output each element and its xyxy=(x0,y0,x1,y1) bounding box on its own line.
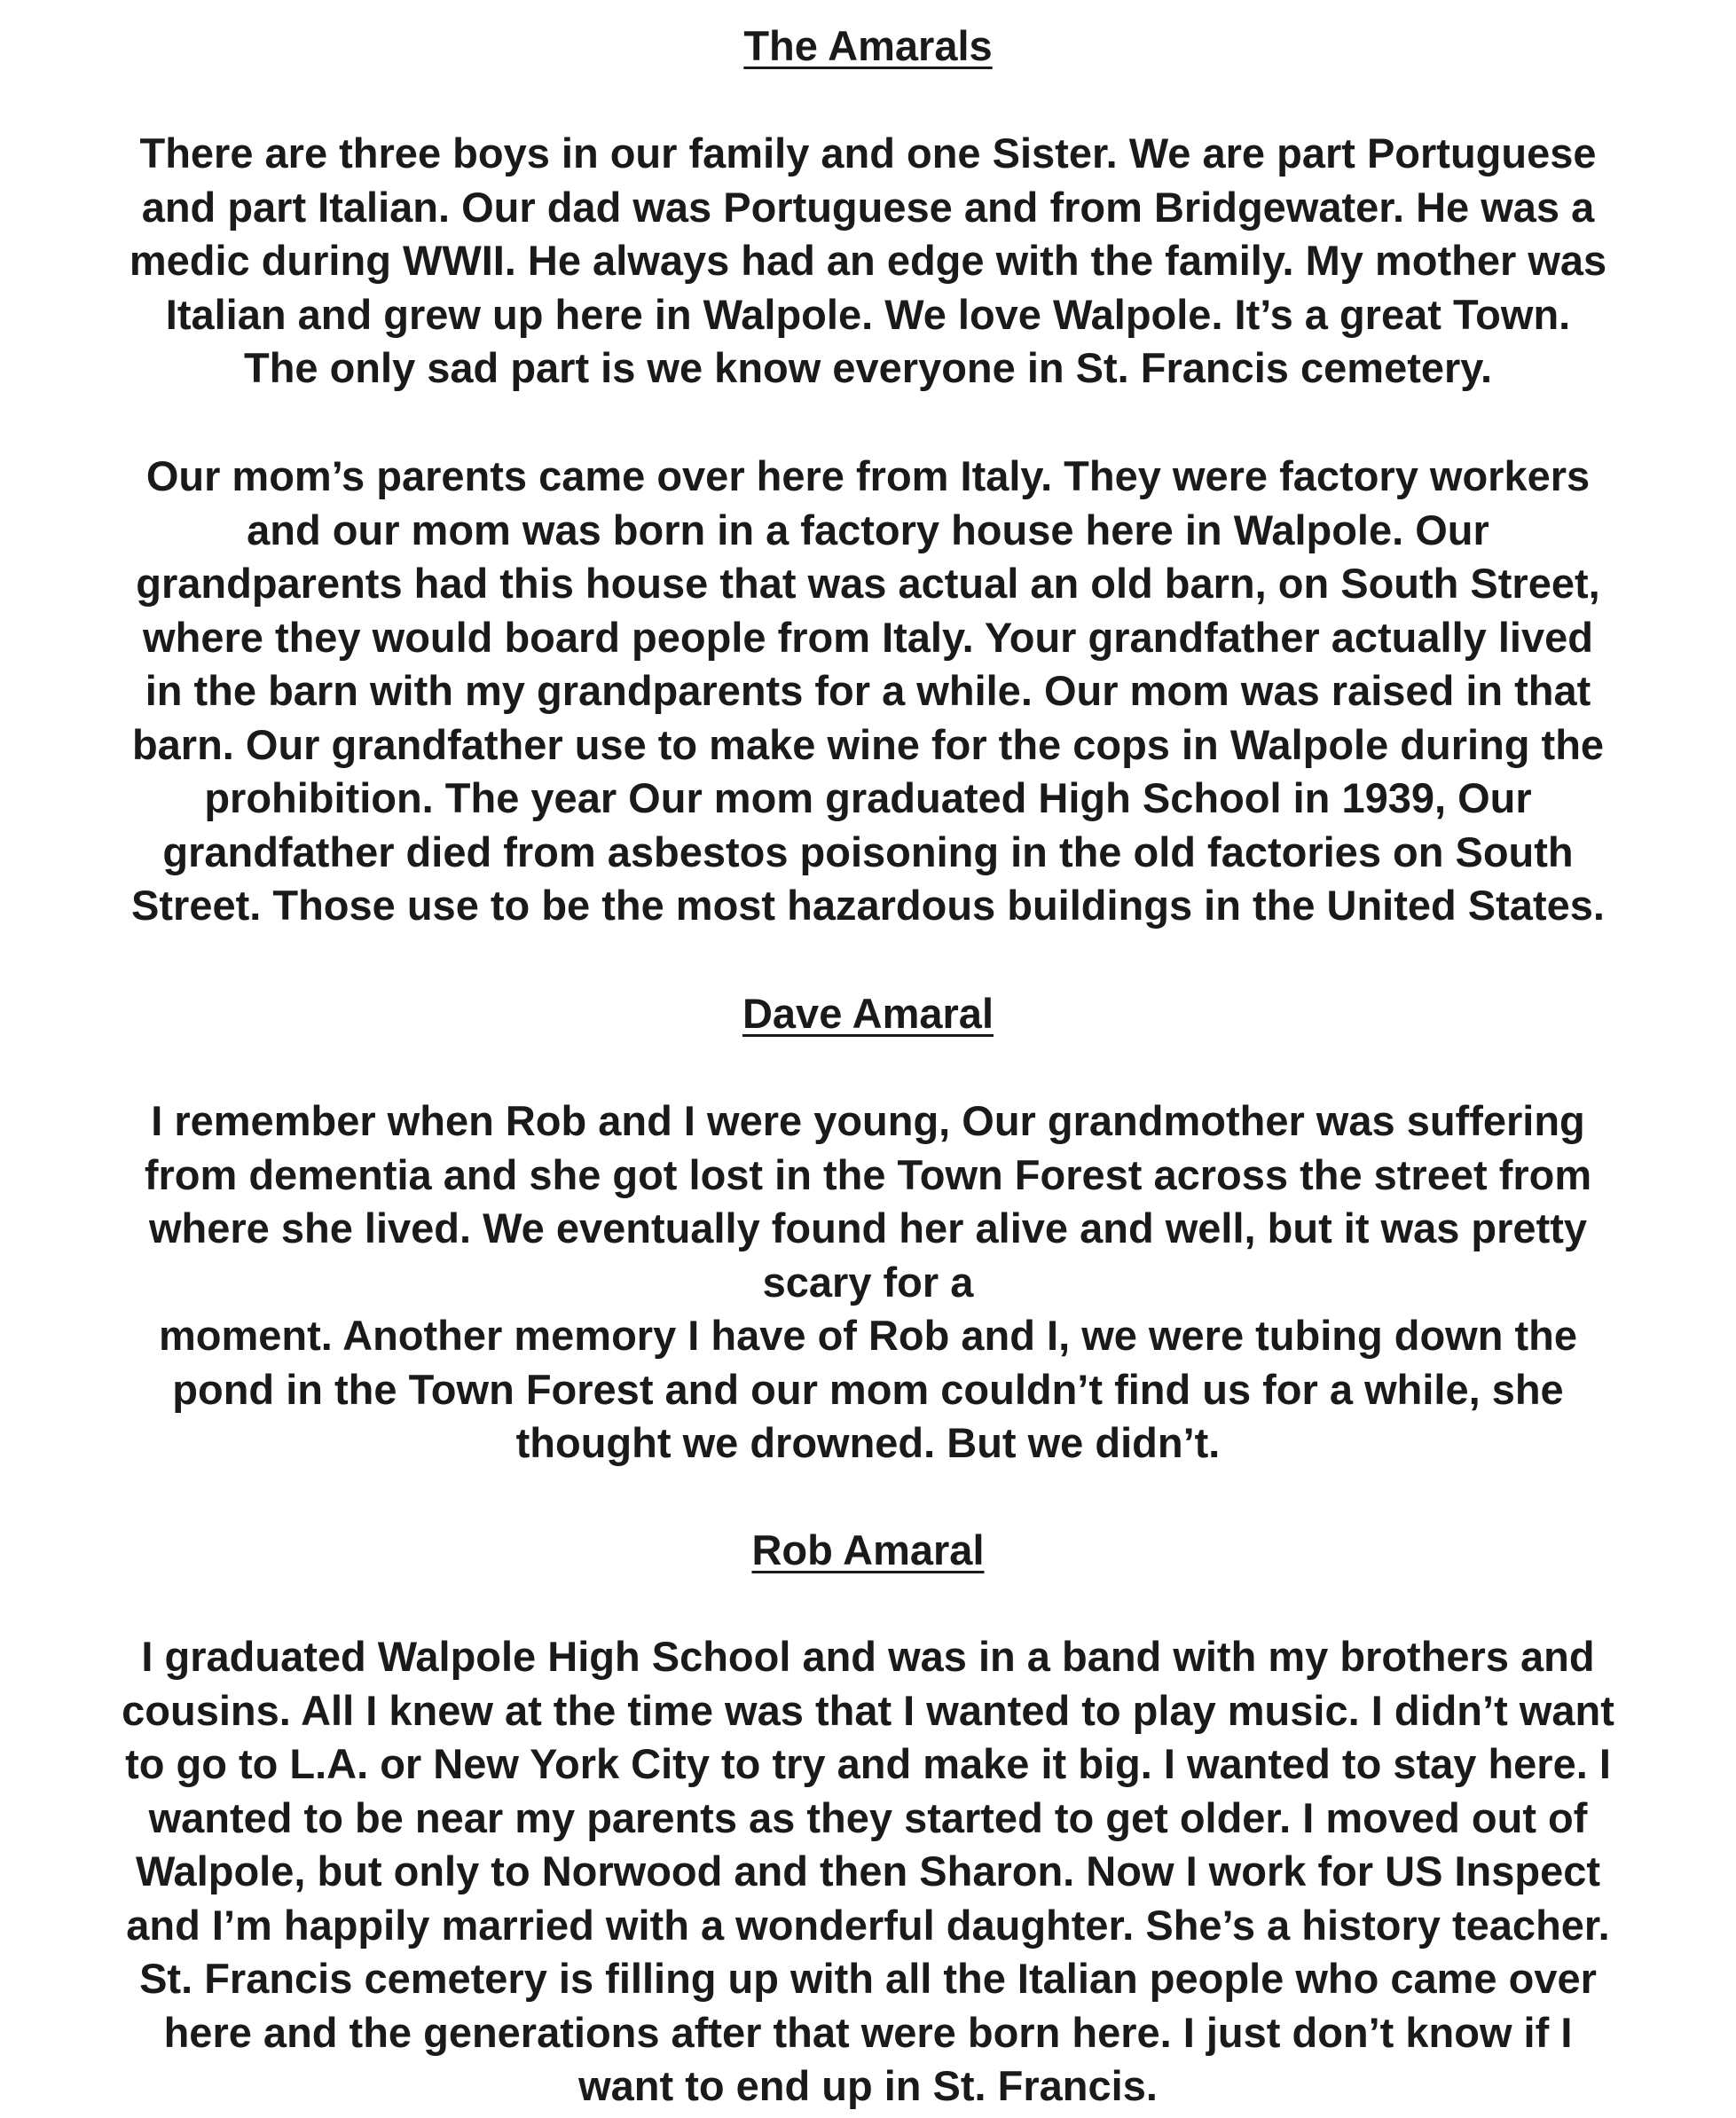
text-line: St. Francis cemetery is filling up with all the Italian people who came over xyxy=(139,1955,1597,2002)
document-title: The Amarals xyxy=(743,22,993,69)
text-line: cousins. All I knew at the time was that I wanted to play music. I didn’t want xyxy=(122,1686,1614,1734)
text-line: here and the generations after that were born here. I just don’t know if I xyxy=(163,2008,1573,2056)
text-line: grandfather died from asbestos poisoning in the old factories on South xyxy=(162,828,1574,875)
text-line: Our mom’s parents came over here from Italy. They were factory workers xyxy=(145,452,1591,499)
text-line: medic during WWII. He always had an edge with the family. My mother was xyxy=(129,237,1607,284)
text-line: wanted to be near my parents as they started to get older. I moved out of xyxy=(148,1793,1588,1841)
text-line: There are three boys in our family and one Sister. We are part Portuguese xyxy=(139,129,1597,176)
text-line: Street. Those use to be the most hazardous buildings in the United States. xyxy=(131,882,1605,929)
text-line: and I’m happily married with a wonderful daughter. She’s a history teacher. xyxy=(126,1901,1610,1949)
text-line: to go to L.A. or New York City to try and make it big. I wanted to stay here. I xyxy=(125,1740,1611,1787)
text-line: Walpole, but only to Norwood and then Sharon. Now I work for US Inspect xyxy=(135,1847,1601,1894)
text-line: grandparents had this house that was actual an old barn, on South Street, xyxy=(136,560,1600,607)
text-line: I remember when Rob and I were young, Our grandmother was suffering xyxy=(151,1097,1585,1144)
text-line: want to end up in St. Francis. xyxy=(578,2062,1158,2109)
dave-paragraph xyxy=(53,1094,1683,1471)
text-line: and our mom was born in a factory house here in Walpole. Our xyxy=(247,506,1489,553)
rob-paragraph xyxy=(53,1630,1683,2114)
text-line: Italian and grew up here in Walpole. We love Walpole. It’s a great Town. xyxy=(165,290,1571,338)
text-line: from dementia and she got lost in the Town Forest across the street from xyxy=(144,1150,1592,1198)
text-line: The only sad part is we know everyone in St. Francis cemetery. xyxy=(243,344,1493,391)
text-line: moment. Another memory I have of Rob and I, we were tubing down the xyxy=(158,1312,1577,1359)
text-line: barn. Our grandfather use to make wine for the cops in Walpole during the xyxy=(131,720,1605,768)
text-line: I graduated Walpole High School and was in a band with my brothers and xyxy=(141,1633,1595,1680)
dave-heading: Dave Amaral xyxy=(742,990,994,1037)
text-line: in the barn with my grandparents for a while. Our mom was raised in that xyxy=(145,667,1591,714)
rob-heading: Rob Amaral xyxy=(751,1526,985,1573)
text-line: where they would board people from Italy. Your grandfather actually lived xyxy=(143,613,1593,661)
text-line: scary for a xyxy=(762,1258,974,1306)
text-line: pond in the Town Forest and our mom couldn’t find us for a while, she xyxy=(172,1365,1564,1413)
intro-paragraph-1 xyxy=(53,127,1683,396)
text-line: and part Italian. Our dad was Portuguese and from Bridgewater. He was a xyxy=(141,183,1595,231)
text-line: thought we drowned. But we didn’t. xyxy=(515,1419,1221,1466)
text-line: prohibition. The year Our mom graduated High School in 1939, Our xyxy=(204,774,1532,821)
intro-paragraph-2 xyxy=(53,450,1683,933)
text-line: where she lived. We eventually found her alive and well, but it was pretty xyxy=(148,1204,1588,1251)
